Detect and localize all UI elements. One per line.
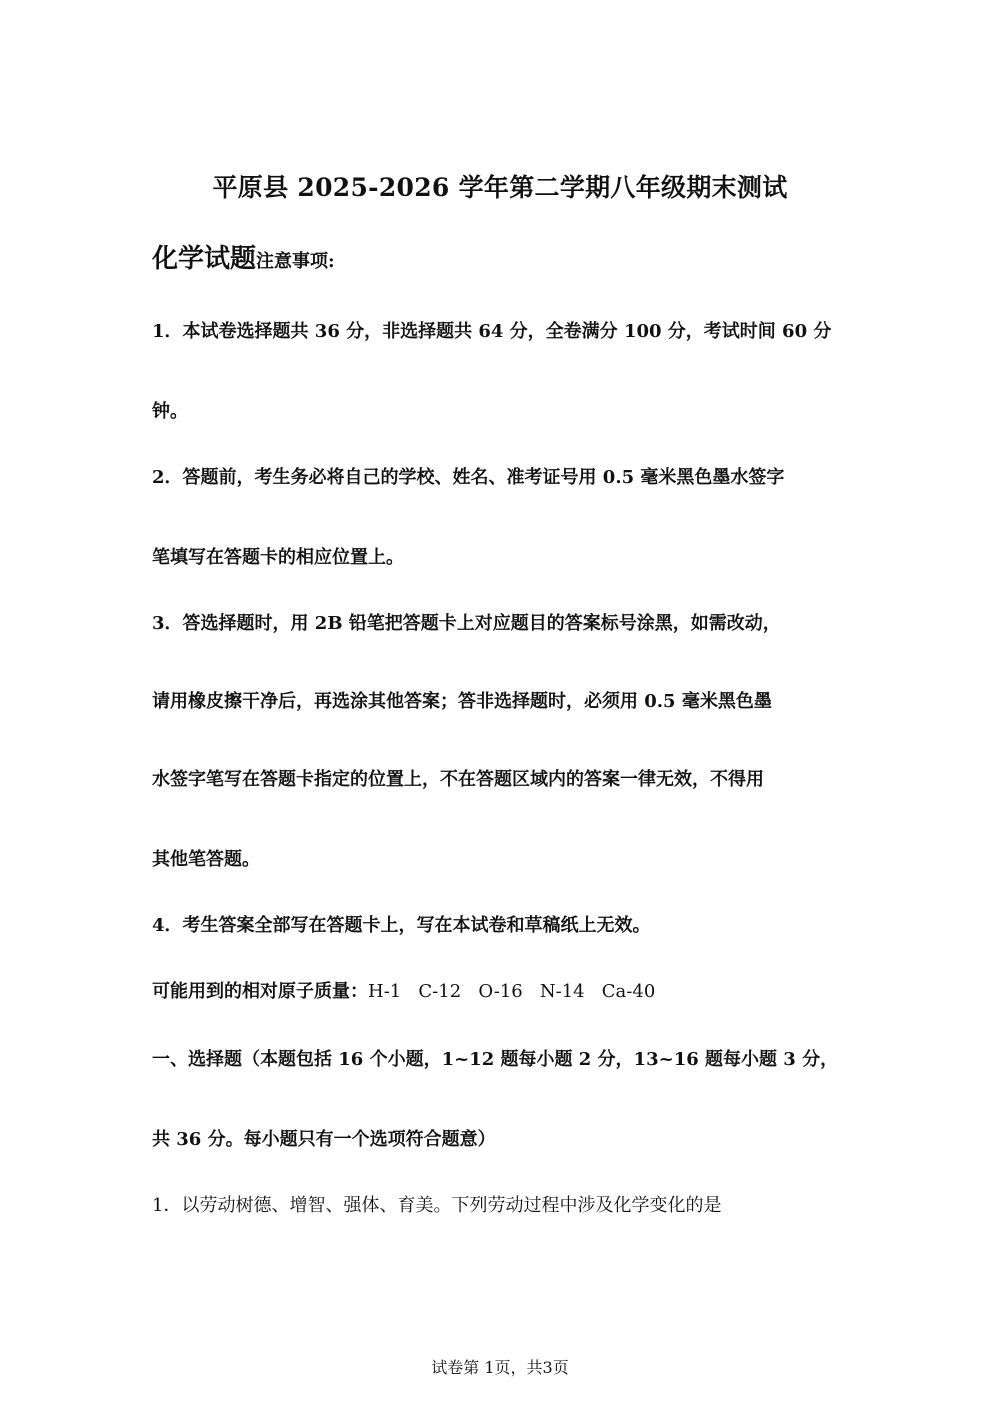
notice-line: 3．答选择题时，用 2B 铅笔把答题卡上对应题目的答案标号涂黑，如需改动， bbox=[152, 613, 781, 634]
atomic-mass-label: 可能用到的相对原子质量： bbox=[152, 981, 368, 1002]
section-heading-line: 共 36 分。每小题只有一个选项符合题意） bbox=[152, 1129, 496, 1150]
notice-line: 笔填写在答题卡的相应位置上。 bbox=[152, 547, 404, 568]
notice-line: 2．答题前，考生务必将自己的学校、姓名、准考证号用 0.5 毫米黑色墨水签字 bbox=[152, 467, 785, 488]
notice-line: 钟。 bbox=[152, 401, 188, 422]
section-heading-line: 一、选择题（本题包括 16 个小题，1~12 题每小题 2 分，13~16 题每小题 3 分， bbox=[152, 1049, 839, 1070]
notice-line: 其他笔答题。 bbox=[152, 849, 260, 870]
subject-heading bbox=[152, 238, 335, 275]
notice-line: 请用橡皮擦干净后，再选涂其他答案；答非选择题时，必须用 0.5 毫米黑色墨 bbox=[152, 691, 772, 712]
atomic-mass-values: H-1 C-12 O-16 N-14 Ca-40 bbox=[368, 981, 656, 1002]
atomic-mass-line bbox=[152, 977, 655, 1003]
notice-line: 水签字笔写在答题卡指定的位置上，不在答题区域内的答案一律无效，不得用 bbox=[152, 769, 764, 790]
notice-line: 4．考生答案全部写在答题卡上，写在本试卷和草稿纸上无效。 bbox=[152, 915, 651, 936]
question-1: 1．以劳动树德、增智、强体、育美。下列劳动过程中涉及化学变化的是 bbox=[152, 1195, 722, 1216]
subject-name: 化学试题 bbox=[152, 244, 257, 274]
exam-title: 平原县 2025-2026 学年第二学期八年级期末测试 bbox=[212, 173, 788, 202]
page-footer: 试卷第 1页，共3页 bbox=[431, 1358, 569, 1377]
notice-line: 1．本试卷选择题共 36 分，非选择题共 64 分，全卷满分 100 分，考试时间 60 分 bbox=[152, 321, 832, 342]
notice-heading: 注意事项: bbox=[256, 251, 335, 272]
